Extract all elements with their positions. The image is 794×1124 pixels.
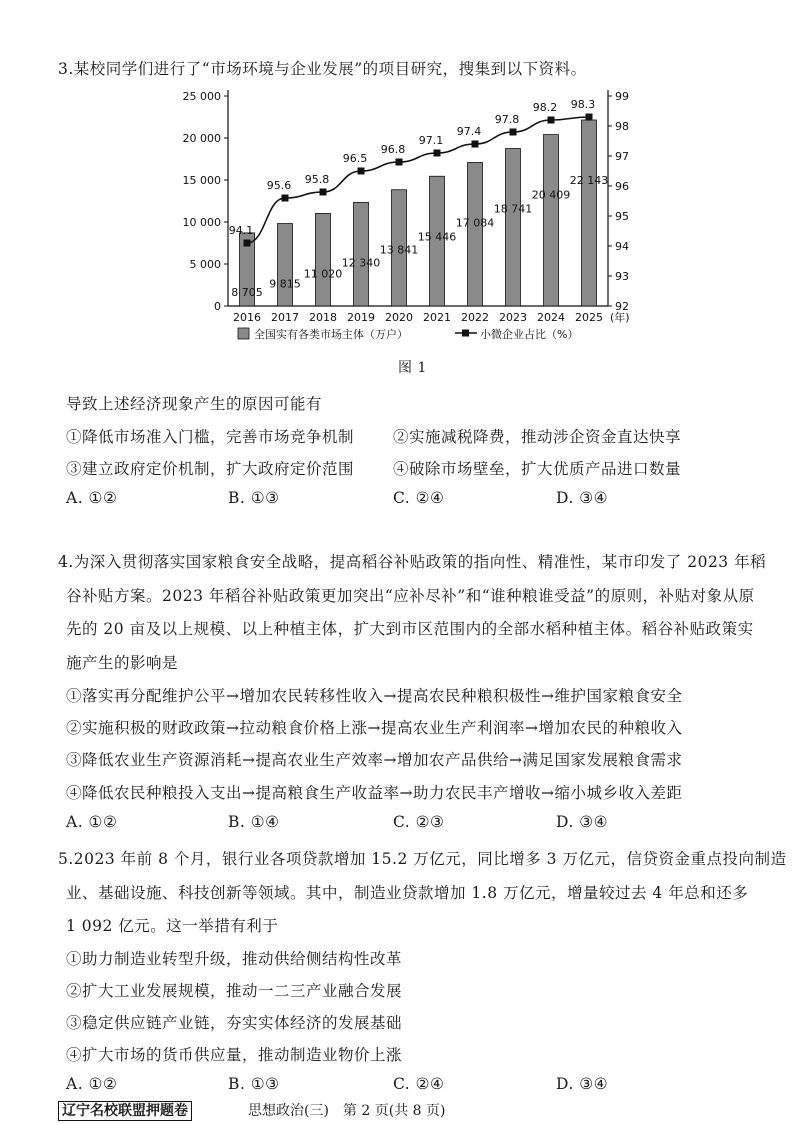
line-marker-2016 (244, 240, 251, 247)
bar-2017 (278, 224, 293, 306)
q5-statement-4: ④扩大市场的货币供应量，推动制造业物价上涨 (66, 1046, 403, 1064)
bar-2022 (468, 162, 483, 306)
right-tick-label: 96 (615, 180, 629, 193)
line-marker-2024 (548, 117, 555, 124)
right-y-axis (608, 90, 629, 313)
left-tick-label: 10 000 (182, 216, 221, 229)
q5-option-c: C. ②④ (393, 1075, 445, 1093)
q3-option-a: A. ①② (66, 489, 118, 507)
q5-statement-1: ①助力制造业转型升级，推动供给侧结构性改革 (66, 950, 403, 968)
bar-2025 (582, 120, 597, 306)
line-label-2025: 98.3 (570, 98, 596, 111)
line-marker-2019 (358, 168, 365, 175)
footer-page-info: 思想政治(三) 第 2 页(共 8 页) (248, 1103, 446, 1119)
left-tick-label: 5 000 (189, 258, 221, 271)
line-marker-2020 (396, 159, 403, 166)
x-label-2024: 2024 (537, 311, 565, 324)
bar-2023 (506, 149, 521, 306)
q5-stem-line-3: 1 092 亿元。这一举措有利于 (66, 917, 279, 935)
line-label-2021: 97.1 (418, 134, 444, 147)
q5-option-d: D. ③④ (556, 1075, 609, 1093)
right-tick-label: 93 (615, 270, 629, 283)
legend-line-marker (462, 330, 469, 337)
q3-option-d: D. ③④ (556, 489, 609, 507)
line-label-2020: 96.8 (380, 143, 406, 156)
q3-option-b: B. ①③ (228, 489, 280, 507)
line-label-2024: 98.2 (532, 101, 558, 114)
q3-statement-2: ②实施减税降费，推动涉企资金直达快享 (393, 428, 682, 446)
q4-option-a: A. ①② (66, 813, 118, 831)
q4-statement-3: ③降低农业生产资源消耗→提高农业生产效率→增加农产品供给→满足国家发展粮食需求 (66, 751, 683, 769)
x-label-2019: 2019 (347, 311, 375, 324)
line-marker-2023 (510, 129, 517, 136)
bar-label-2023: 18 741 (493, 202, 533, 216)
legend-line-label: 小微企业占比（%） (480, 328, 579, 341)
figure-caption: 图 1 (398, 360, 427, 376)
q4-statement-1: ①落实再分配维护公平→增加农民转移性收入→提高农民种粮积极性→维护国家粮食安全 (66, 687, 683, 705)
x-label-2022: 2022 (461, 311, 489, 324)
q5-statement-3: ③稳定供应链产业链，夯实实体经济的发展基础 (66, 1014, 403, 1032)
bar-label-2022: 17 084 (455, 216, 495, 230)
q5-option-b: B. ①③ (228, 1075, 280, 1093)
bar-label-2018: 11 020 (303, 267, 343, 281)
q5-statement-2: ②扩大工业发展规模，推动一二三产业融合发展 (66, 982, 403, 1000)
right-tick-label: 98 (615, 120, 629, 133)
footer-exam-name-text: 辽宁名校联盟押题卷 (58, 1101, 192, 1121)
q3-statement-4: ④破除市场壁垒，扩大优质产品进口数量 (393, 460, 682, 478)
x-axis-labels (233, 310, 630, 324)
legend-bar-label: 全国实有各类市场主体（万户） (254, 328, 408, 341)
figure-1-chart (150, 82, 650, 352)
bar-label-2016: 8 705 (231, 286, 263, 299)
x-label-2021: 2021 (423, 311, 451, 324)
q3-option-c: C. ②④ (393, 489, 445, 507)
q4-stem-line-1: 4.为深入贯彻落实国家粮食安全战略，提高稻谷补贴政策的指向性、精准性，某市印发了 2023 年稻 (58, 553, 767, 571)
q4-option-d: D. ③④ (556, 813, 609, 831)
q3-statement-3: ③建立政府定价机制，扩大政府定价范围 (66, 460, 355, 478)
left-tick-label: 0 (214, 300, 221, 313)
line-label-2016: 94.1 (228, 224, 254, 237)
q3-statement-1: ①降低市场准入门槛，完善市场竞争机制 (66, 428, 355, 446)
q4-option-b: B. ①④ (228, 813, 280, 831)
right-tick-label: 92 (615, 300, 629, 313)
x-label-2016: 2016 (233, 311, 261, 324)
q5-stem-line-1: 5.2023 年前 8 个月，银行业各项贷款增加 15.2 万亿元，同比增多 3 万亿元，信贷资金重点投向制造 (58, 850, 787, 868)
left-tick-label: 20 000 (182, 132, 221, 145)
line-value-labels (229, 98, 596, 237)
q4-stem-line-3: 先的 20 亩及以上规模、以上种植主体，扩大到市区范围内的全部水稻种植主体。稻谷补贴政策实 (66, 620, 754, 638)
left-tick-label: 25 000 (182, 90, 221, 103)
line-marker-2021 (434, 150, 441, 157)
q4-option-c: C. ②③ (393, 813, 445, 831)
chart-legend (238, 327, 578, 341)
line-label-2018: 95.8 (304, 173, 330, 186)
bar-label-2024: 20 409 (531, 188, 571, 202)
q3-question: 导致上述经济现象产生的原因可能有 (66, 395, 323, 413)
q3-stem: 3.某校同学们进行了“市场环境与企业发展”的项目研究，搜集到以下资料。 (58, 60, 587, 78)
line-marker-2025 (586, 114, 593, 121)
bar-2024 (544, 135, 559, 306)
q4-statement-4: ④降低农民种粮投入支出→提高粮食生产收益率→助力农民丰产增收→缩小城乡收入差距 (66, 784, 683, 802)
line-label-2019: 96.5 (342, 152, 368, 165)
q4-stem-line-4: 施产生的影响是 (66, 654, 179, 672)
x-label-2023: 2023 (499, 311, 527, 324)
q4-stem-line-2: 谷补贴方案。2023 年稻谷补贴政策更加突出“应补尽补”和“谁种粮谁受益”的原则，补贴对象从原 (66, 587, 755, 605)
line-marker-2017 (282, 195, 289, 202)
line-marker-2018 (320, 189, 327, 196)
x-label-2017: 2017 (271, 311, 299, 324)
bar-label-2025: 22 143 (569, 173, 609, 187)
bar-2019 (354, 202, 369, 306)
right-tick-label: 99 (615, 90, 629, 103)
x-label-2025: 2025 (575, 311, 603, 324)
x-label-2018: 2018 (309, 311, 337, 324)
q5-option-a: A. ①② (66, 1075, 118, 1093)
bar-label-2021: 15 446 (417, 230, 457, 244)
line-label-2017: 95.6 (266, 179, 292, 192)
bar-label-2017: 9 815 (269, 277, 301, 291)
bar-label-2019: 12 340 (341, 256, 381, 270)
q4-statement-2: ②实施积极的财政政策→拉动粮食价格上涨→提高农业生产利润率→增加农民的种粮收入 (66, 719, 683, 737)
line-label-2022: 97.4 (456, 125, 482, 138)
legend-bar-swatch (238, 328, 249, 339)
right-tick-label: 97 (615, 150, 629, 163)
x-unit-label: (年) (610, 311, 630, 324)
footer-exam-name (58, 1100, 192, 1120)
line-label-2023: 97.8 (494, 113, 520, 126)
left-tick-label: 15 000 (182, 174, 221, 187)
line-marker-2022 (472, 141, 479, 148)
x-label-2020: 2020 (385, 311, 413, 324)
right-tick-label: 94 (615, 240, 629, 253)
bar-label-2020: 13 841 (379, 243, 419, 257)
right-tick-label: 95 (615, 210, 629, 223)
q5-stem-line-2: 业、基础设施、科技创新等领域。其中，制造业贷款增加 1.8 万亿元，增量较过去 4 年总和还多 (66, 884, 749, 902)
bar-2018 (316, 213, 331, 306)
